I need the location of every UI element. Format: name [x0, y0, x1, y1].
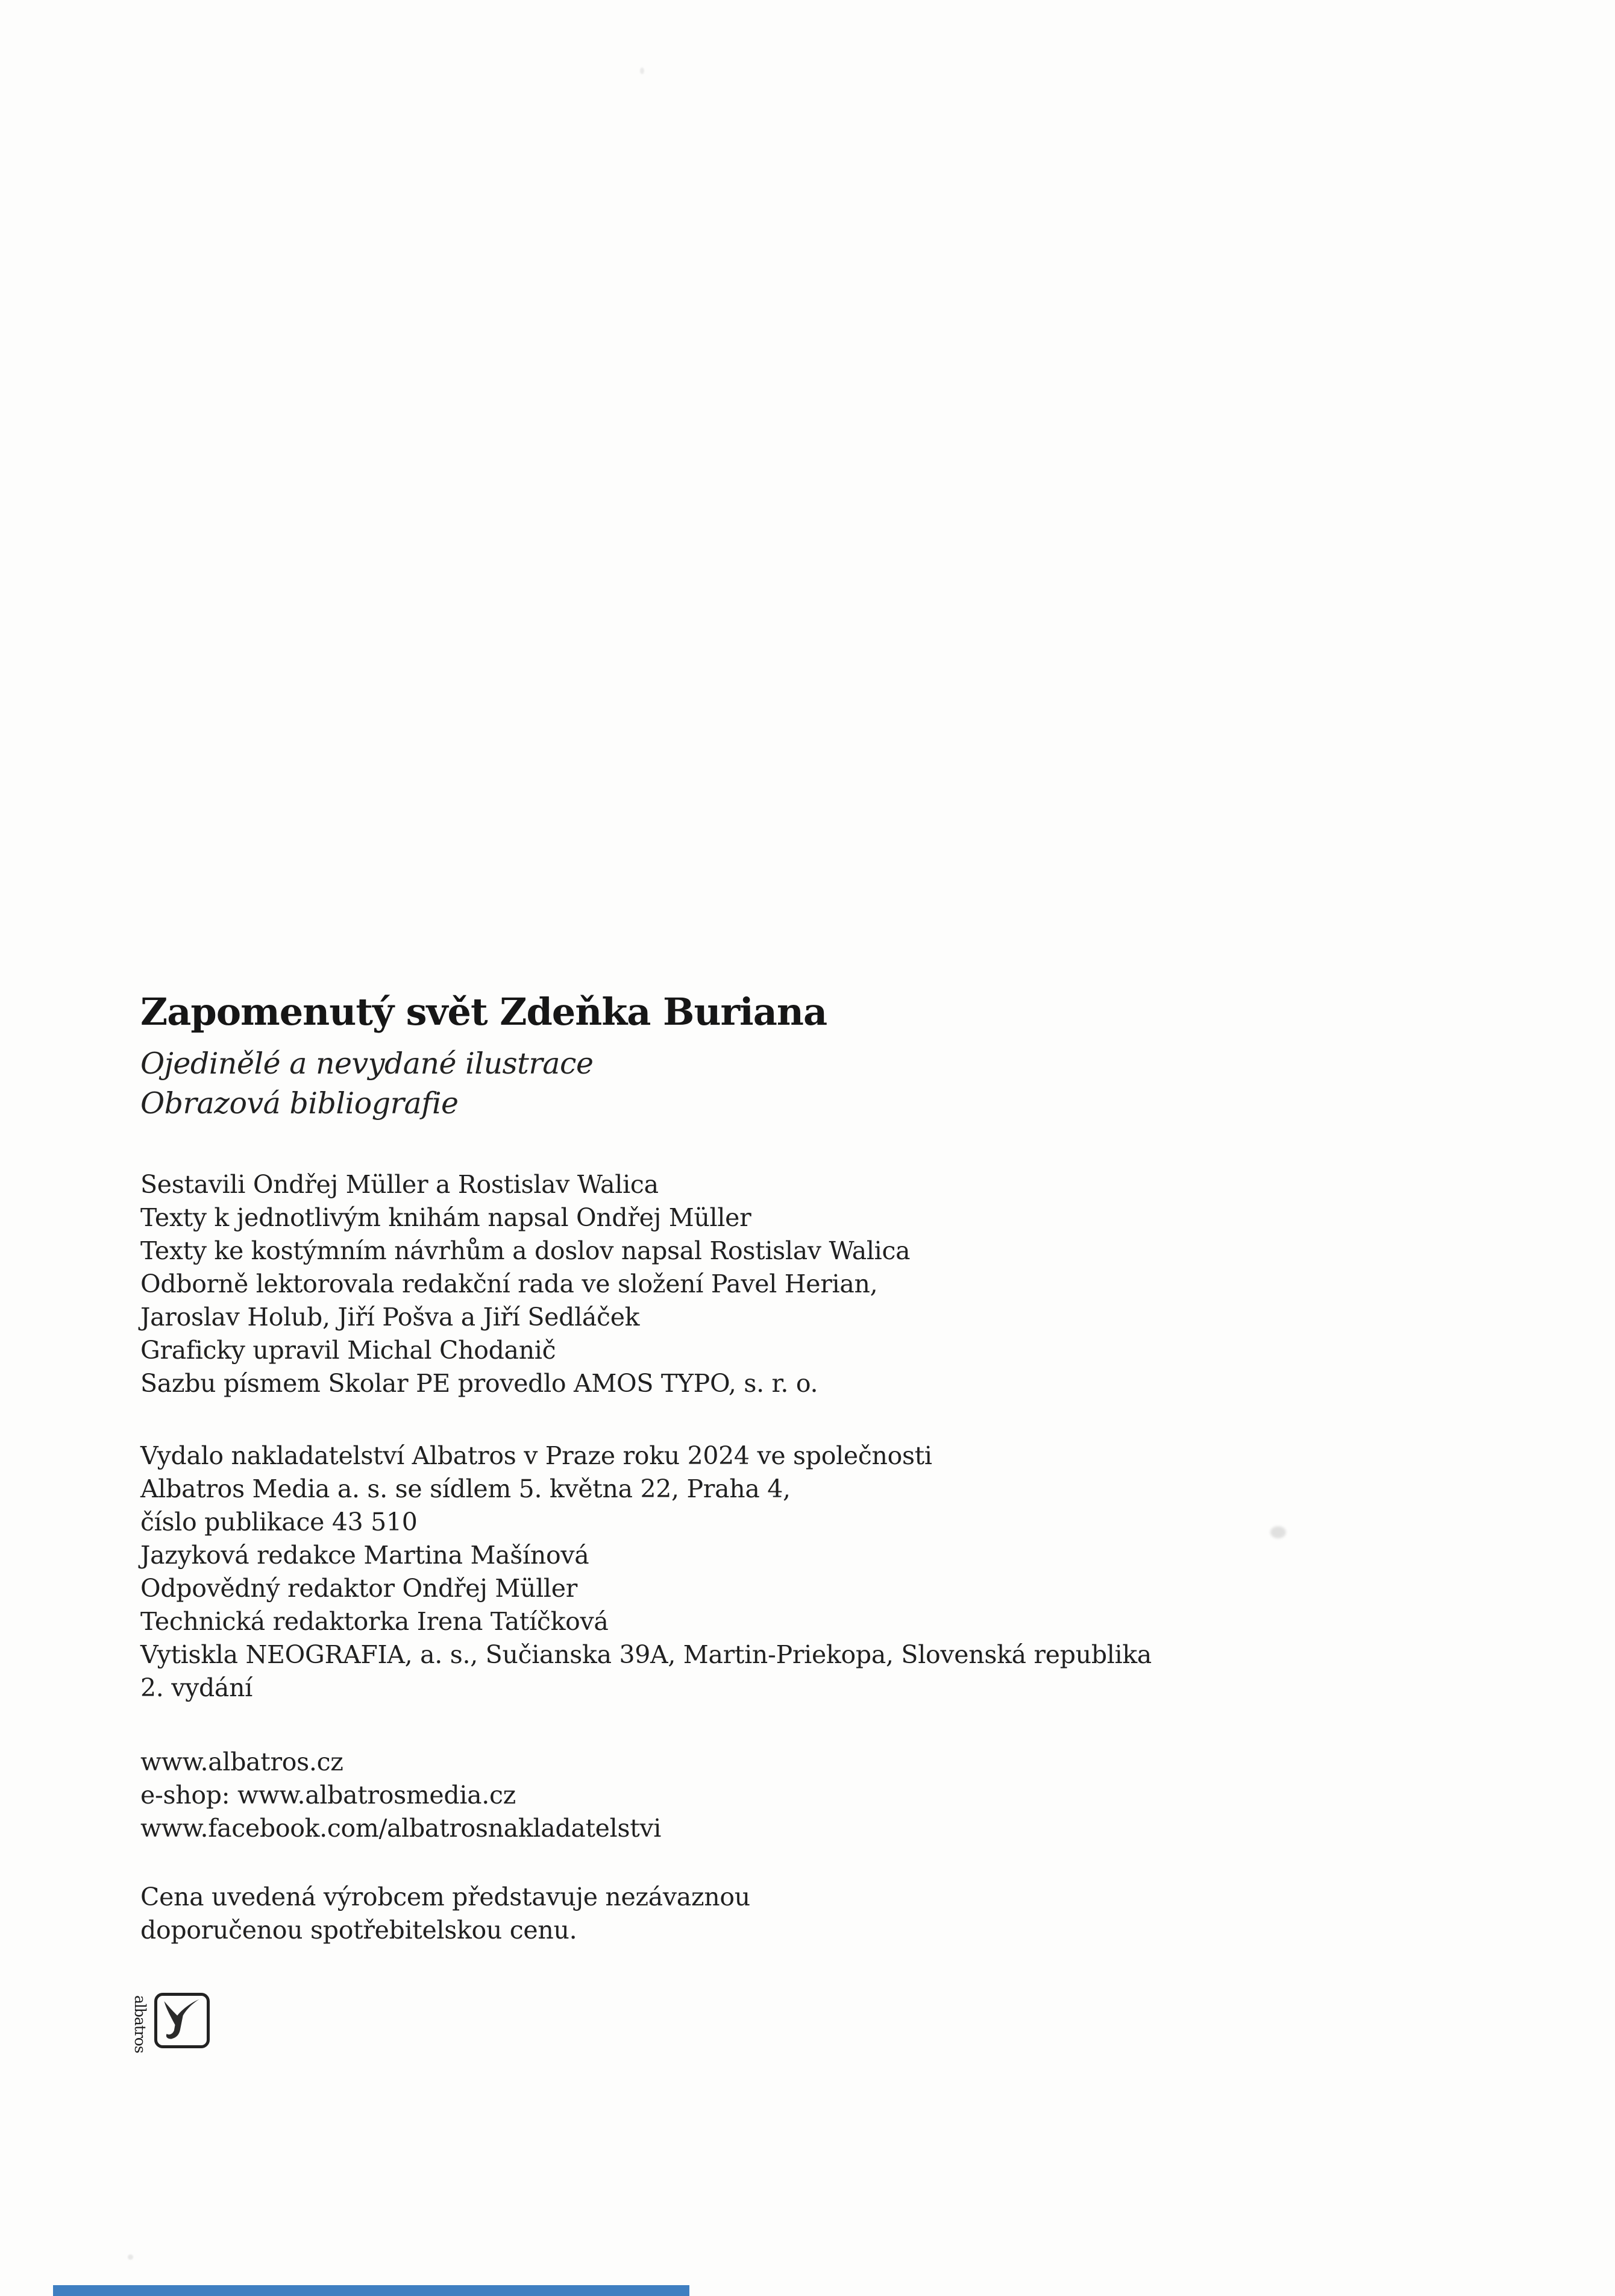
eshop-url: e-shop: www.albatrosmedia.cz	[140, 1781, 516, 1810]
web-links-block	[140, 1746, 661, 1845]
credit-line: Jaroslav Holub, Jiří Pošva a Jiří Sedláček	[140, 1303, 640, 1332]
credit-line: Graficky upravil Michal Chodanič	[140, 1336, 556, 1365]
imprint-line: Odpovědný redaktor Ondřej Müller	[140, 1574, 577, 1603]
imprint-line: Jazyková redakce Martina Mašínová	[140, 1541, 589, 1570]
imprint-line: 2. vydání	[140, 1673, 252, 1702]
price-note-block	[140, 1881, 750, 1947]
albatros-logo-text: albatros	[131, 1995, 149, 2053]
price-note-line: doporučenou spotřebitelskou cenu.	[140, 1916, 577, 1945]
credits-block	[140, 1168, 910, 1400]
facebook-url: www.facebook.com/albatrosnakladatelstvi	[140, 1814, 662, 1843]
credit-line: Sazbu písmem Skolar PE provedlo AMOS TYPO, s. r. o.	[140, 1369, 818, 1398]
scan-speck	[640, 68, 644, 74]
scan-speck	[1270, 1526, 1286, 1538]
scan-speck	[145, 1244, 148, 1250]
imprint-line: Albatros Media a. s. se sídlem 5. května 22, Praha 4,	[140, 1474, 791, 1503]
imprint-line: Technická redaktorka Irena Tatíčková	[140, 1607, 609, 1636]
scan-edge-strip	[53, 2285, 689, 2296]
credit-line: Texty k jednotlivým knihám napsal Ondřej Müller	[140, 1203, 751, 1232]
title-block	[140, 989, 827, 1124]
credit-line: Odborně lektorovala redakční rada ve složení Pavel Herian,	[140, 1269, 878, 1298]
credit-line: Texty ke kostýmním návrhům a doslov napsal Rostislav Walica	[140, 1236, 911, 1265]
albatros-bird-icon	[154, 1993, 210, 2048]
book-title: Zapomenutý svět Zdeňka Buriana	[140, 990, 827, 1034]
imprint-block	[140, 1439, 1152, 1705]
book-subtitle-line-1: Ojedinělé a nevydané ilustrace	[140, 1046, 594, 1081]
imprint-line: Vytiskla NEOGRAFIA, a. s., Sučianska 39A, Martin-Priekopa, Slovenská republika	[140, 1640, 1152, 1669]
credit-line: Sestavili Ondřej Müller a Rostislav Walica	[140, 1170, 659, 1199]
scan-speck	[128, 2254, 133, 2260]
imprint-line: Vydalo nakladatelství Albatros v Praze roku 2024 ve společnosti	[140, 1441, 932, 1470]
price-note-line: Cena uvedená výrobcem představuje nezávaznou	[140, 1882, 750, 1911]
imprint-line: číslo publikace 43 510	[140, 1508, 418, 1536]
website-url: www.albatros.cz	[140, 1747, 343, 1776]
book-subtitle-line-2: Obrazová bibliografie	[140, 1086, 459, 1121]
